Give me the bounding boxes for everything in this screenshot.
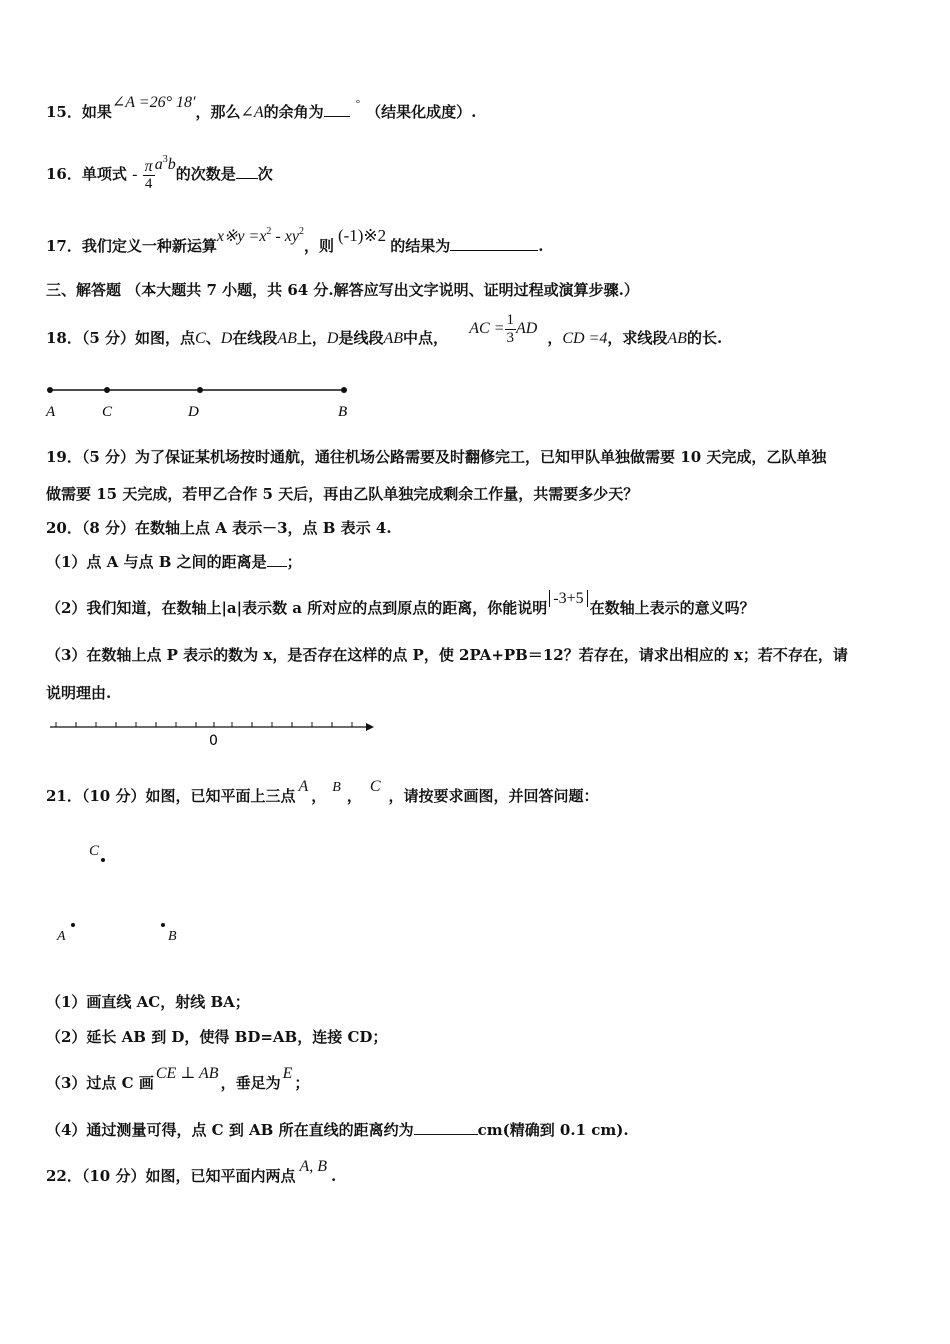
answer-blank (414, 1134, 478, 1135)
figure-point-b (161, 923, 165, 927)
label-b: B (338, 404, 348, 420)
question-21-part-4: （4）通过测量可得，点 C 到 AB 所在直线的距离约为 cm(精确到 0.1 cm). (46, 1121, 629, 1139)
absolute-value-expression: -3+5 (549, 590, 587, 607)
figure-point-a (71, 923, 75, 927)
answer-blank (450, 250, 538, 251)
point-b (341, 387, 347, 393)
figure-label-b: B (168, 929, 177, 944)
question-20-part-2: （2）我们知道，在数轴上|a|表示数 a 所对应的点到原点的距离，你能说明-3+5在数轴上表示的意义吗？ (46, 590, 755, 617)
label-a: A (46, 404, 56, 420)
question-20-stem: 20．（8 分）在数轴上点 A 表示－3，点 B 表示 4. (46, 519, 392, 537)
axis-ticks (56, 722, 352, 727)
figure-point-c (101, 858, 105, 862)
question-22: 22．（10 分）如图，已知平面内两点A, B. (46, 1158, 337, 1185)
question-21-part-2: （2）延长 AB 到 D，使得 BD=AB，连接 CD； (46, 1028, 388, 1046)
question-21-part-3: （3）过点 C 画CE ⊥ AB，垂足为E； (46, 1065, 310, 1092)
angle-symbol: ∠A (240, 104, 264, 121)
point-a (47, 387, 53, 393)
question-17: 17．我们定义一种新运算x※y $=x^2 - xy^2$，则(-1)※2的结果为 . (46, 226, 544, 255)
fraction: $\frac{1}{3}$ (506, 311, 514, 346)
question-20-part-1: （1）点 A 与点 B 之间的距离是 ； (46, 553, 302, 571)
point-d (197, 387, 203, 393)
question-18: 18．（5 分）如图，点C、D在线段AB上，D是线段AB中点， AC = $\frac{1}{3}$ AD，CD =4，求线段AB的长. (46, 311, 723, 347)
question-21-stem: 21．（10 分）如图，已知平面上三点A， B ，C，请按要求画图，并回答问题： (46, 778, 599, 805)
angle-expression: ∠A =26° 18′ (111, 94, 196, 111)
axis-arrow-icon (366, 723, 374, 731)
question-20-part-3-line-1: （3）在数轴上点 P 表示的数为 x，是否存在这样的点 P，使 2PA+PB＝12？若存在，请求出相应的 x；若不存在，请 (46, 646, 848, 664)
figure-label-c: C (89, 843, 100, 859)
answer-blank (324, 116, 350, 117)
question-16: 16．单项式 - $\frac{\pi}{4}$ $a^3b$的次数是 次 (46, 154, 273, 192)
label-c: C (102, 404, 113, 420)
point-c (104, 387, 110, 393)
answer-blank (267, 566, 287, 567)
answer-blank (236, 178, 258, 179)
figure-label-a: A (57, 929, 66, 944)
question-19-line-1: 19．（5 分）为了保证某机场按时通航，通往机场公路需要及时翻修完工，已知甲队单独做需要 10 天完成，乙队单独 (46, 448, 827, 466)
operation-expression: (-1)※2 (337, 226, 387, 245)
axis-label-zero: 0 (209, 733, 218, 749)
number-line (46, 715, 380, 749)
question-19-line-2: 做需要 15 天完成，若甲乙合作 5 天后，再由乙队单独完成剩余工作量，共需要多少天？ (46, 485, 639, 503)
section-3-heading: 三、解答题 （本大题共 7 小题，共 64 分.解答应写出文字说明、证明过程或演算步骤.） (46, 281, 639, 299)
fraction: $\frac{\pi}{4}$ (144, 157, 153, 192)
question-20-part-3-line-2: 说明理由. (46, 684, 112, 702)
question-21-part-1: （1）画直线 AC，射线 BA； (46, 993, 250, 1011)
segment-figure (40, 378, 370, 424)
question-15: 15．如果∠A =26° 18′，那么∠A的余角为 ° （结果化成度）. (46, 94, 477, 121)
label-d: D (188, 404, 199, 420)
